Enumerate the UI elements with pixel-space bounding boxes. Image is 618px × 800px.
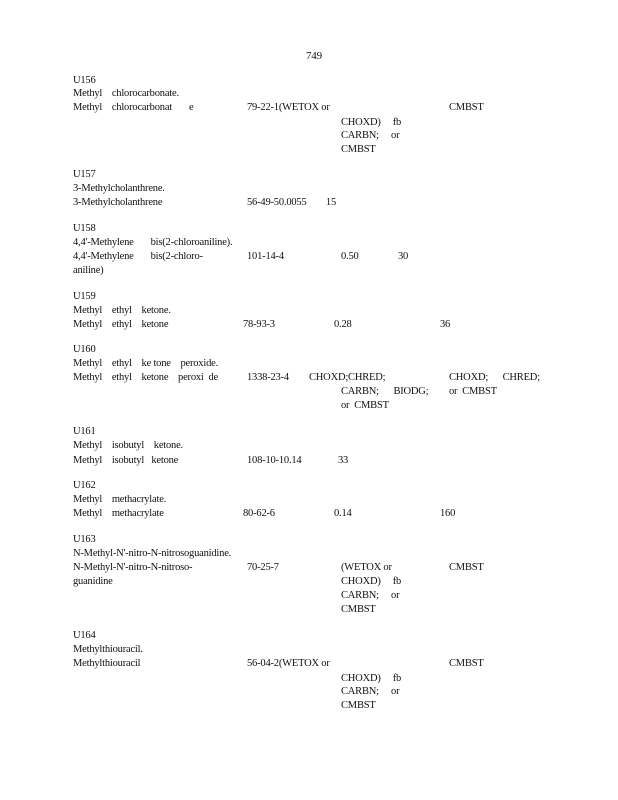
standard-value: 33 <box>338 455 349 466</box>
cas-number: 80-62-6 <box>243 508 275 519</box>
chemical-title: Methyl ethyl ketone. <box>73 305 171 316</box>
treatment-text: CHOXD) fb <box>341 576 402 587</box>
treatment-text: CARBN; or <box>341 130 400 141</box>
chemical-name: N-Methyl-N'-nitro-N-nitroso- <box>73 562 193 573</box>
treatment-text: CHOXD) fb <box>341 673 402 684</box>
chemical-title: Methyl chlorocarbonate. <box>73 88 179 99</box>
treatment-text: CMBST <box>341 604 376 615</box>
chemical-title: 4,4'-Methylene bis(2-chloroaniline). <box>73 237 233 248</box>
chemical-name: Methyl isobutyl ketone <box>73 455 179 466</box>
chemical-title: N-Methyl-N'-nitro-N-nitrosoguanidine. <box>73 548 232 559</box>
chemical-name: guanidine <box>73 576 113 587</box>
treatment-text: CHOXD) fb <box>341 117 402 128</box>
standard-value: 30 <box>398 251 409 262</box>
cas-number: 78-93-3 <box>243 319 275 330</box>
waste-code: U158 <box>73 223 96 234</box>
chemical-name: 3-Methylcholanthrene <box>73 197 163 208</box>
chemical-name: 4,4'-Methylene bis(2-chloro- <box>73 251 203 262</box>
cas-number: 108-10-10.14 <box>247 455 302 466</box>
chemical-title: Methyl methacrylate. <box>73 494 167 505</box>
treatment-text: (WETOX or <box>341 562 392 573</box>
wastewater-standard: 0.28 <box>334 319 352 330</box>
nonwastewater-standard: 160 <box>440 508 456 519</box>
nonwastewater-treatment: CHOXD; CHRED; <box>449 372 540 383</box>
cas-number: 1338-23-4 <box>247 372 289 383</box>
chemical-name: Methyl ethyl ketone peroxi de <box>73 372 218 383</box>
nonwastewater-treatment: or CMBST <box>449 386 497 397</box>
treatment-text: CARBN; or <box>341 686 400 697</box>
cas-number: 56-49-50.0055 15 <box>247 197 337 208</box>
treatment-text: CARBN; or <box>341 590 400 601</box>
nonwastewater-standard: CMBST <box>449 102 484 113</box>
waste-code: U159 <box>73 291 96 302</box>
chemical-name: Methyl chlorocarbonat e <box>73 102 194 113</box>
cas-number: 79-22-1(WETOX or <box>247 102 330 113</box>
waste-code: U160 <box>73 344 96 355</box>
chemical-title: 3-Methylcholanthrene. <box>73 183 165 194</box>
waste-code: U164 <box>73 630 96 641</box>
treatment-text: CARBN; BIODG; <box>341 386 429 397</box>
treatment-text: CMBST <box>341 144 376 155</box>
nonwastewater-standard: CMBST <box>449 658 484 669</box>
waste-code: U161 <box>73 426 96 437</box>
treatment-text: or CMBST <box>341 400 389 411</box>
cas-number: 70-25-7 <box>247 562 279 573</box>
wastewater-standard: 0.14 <box>334 508 352 519</box>
waste-code: U162 <box>73 480 96 491</box>
page-number: 749 <box>306 50 322 62</box>
treatment-text: CMBST <box>341 700 376 711</box>
nonwastewater-standard: CMBST <box>449 562 484 573</box>
cas-number: 56-04-2(WETOX or <box>247 658 330 669</box>
waste-code: U163 <box>73 534 96 545</box>
cas-number: 101-14-4 <box>247 251 284 262</box>
chemical-name: Methyl methacrylate <box>73 508 164 519</box>
chemical-name: aniline) <box>73 265 104 276</box>
wastewater-standard: 0.50 <box>341 251 359 262</box>
chemical-title: Methyl isobutyl ketone. <box>73 440 183 451</box>
chemical-name: Methylthiouracil <box>73 658 141 669</box>
waste-code: U157 <box>73 169 96 180</box>
waste-code: U156 <box>73 75 96 86</box>
treatment-text: CHOXD;CHRED; <box>309 372 386 383</box>
nonwastewater-standard: 36 <box>440 319 451 330</box>
chemical-name: Methyl ethyl ketone <box>73 319 169 330</box>
chemical-title: Methylthiouracil. <box>73 644 143 655</box>
chemical-title: Methyl ethyl ke tone peroxide. <box>73 358 218 369</box>
